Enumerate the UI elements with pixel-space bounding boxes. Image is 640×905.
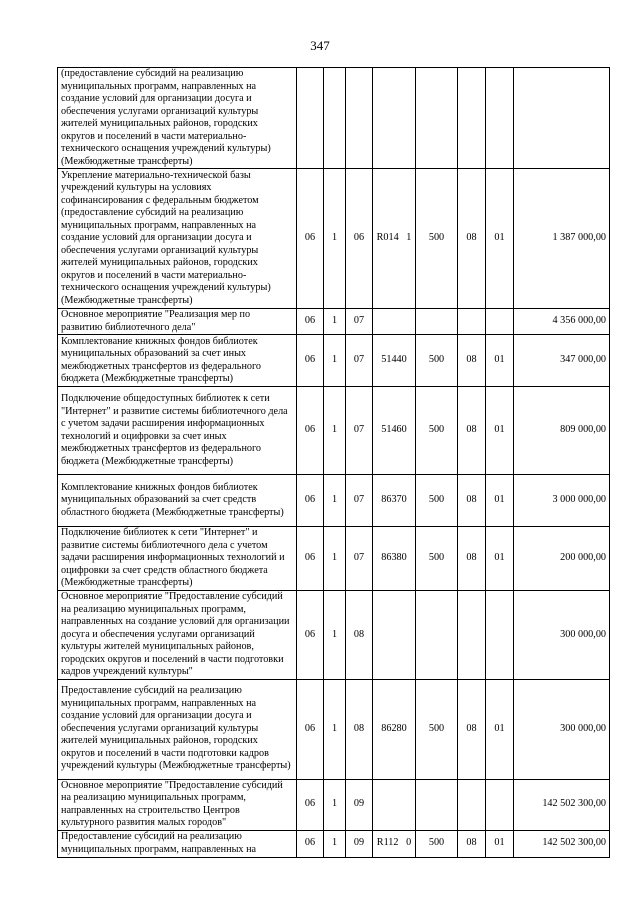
table-row <box>58 335 610 387</box>
code-expense-type: 500 <box>416 387 458 475</box>
code-program: 06 <box>297 475 324 527</box>
code-direction: R112 0 <box>373 830 416 857</box>
code-subsection: 01 <box>486 679 514 779</box>
table-row <box>58 830 610 857</box>
code-event: 09 <box>346 779 373 830</box>
code-section <box>458 309 486 335</box>
amount <box>514 68 610 169</box>
code-event: 07 <box>346 309 373 335</box>
code-section: 08 <box>458 169 486 309</box>
code-subprogram: 1 <box>324 169 346 309</box>
code-direction: 51460 <box>373 387 416 475</box>
code-direction <box>373 309 416 335</box>
code-event <box>346 68 373 169</box>
code-subsection <box>486 591 514 680</box>
code-section: 08 <box>458 679 486 779</box>
code-direction <box>373 68 416 169</box>
amount: 300 000,00 <box>514 679 610 779</box>
row-description: Подключение общедоступных библиотек к сети "Интернет" и развитие системы библиотечного дела с учетом задачи расширения информационных технологий и оцифровки за счет иных межбюджетных трансфертов из федерального бюджета (Межбюджетные трансферты) <box>58 387 297 475</box>
code-subprogram: 1 <box>324 591 346 680</box>
code-direction: 86380 <box>373 527 416 591</box>
code-program: 06 <box>297 830 324 857</box>
code-subprogram <box>324 68 346 169</box>
code-subprogram: 1 <box>324 387 346 475</box>
amount: 1 387 000,00 <box>514 169 610 309</box>
code-expense-type <box>416 309 458 335</box>
amount: 142 502 300,00 <box>514 779 610 830</box>
amount: 809 000,00 <box>514 387 610 475</box>
code-section <box>458 591 486 680</box>
code-subsection: 01 <box>486 169 514 309</box>
code-event: 06 <box>346 169 373 309</box>
code-expense-type: 500 <box>416 475 458 527</box>
table-row <box>58 591 610 680</box>
code-direction <box>373 591 416 680</box>
table-row <box>58 527 610 591</box>
code-expense-type: 500 <box>416 679 458 779</box>
row-description: Предоставление субсидий на реализацию муниципальных программ, направленных на <box>58 830 297 857</box>
table-row <box>58 387 610 475</box>
code-subprogram: 1 <box>324 309 346 335</box>
amount: 300 000,00 <box>514 591 610 680</box>
code-direction: 51440 <box>373 335 416 387</box>
code-section: 08 <box>458 830 486 857</box>
table-row <box>58 169 610 309</box>
amount: 3 000 000,00 <box>514 475 610 527</box>
code-event: 08 <box>346 679 373 779</box>
row-description: Подключение библиотек к сети "Интернет" и развитие системы библиотечного дела с учетом задачи расширения информационных технологий и оцифровки за счет средств областного бюджета (Межбюджетные трансферты) <box>58 527 297 591</box>
code-subsection <box>486 779 514 830</box>
code-program: 06 <box>297 387 324 475</box>
row-description: Укрепление материально-технической базы учреждений культуры на условиях софинансирования с федеральным бюджетом (предоставление субсидий на реализацию муниципальных программ, направленных на создание условий для организации досуга и обеспечения услугами организаций культуры жителей муниципальных районов, городских округов и поселений в части материально-технического оснащения учреждений культуры) (Межбюджетные трансферты) <box>58 169 297 309</box>
code-section: 08 <box>458 335 486 387</box>
code-program: 06 <box>297 527 324 591</box>
row-description: Предоставление субсидий на реализацию муниципальных программ, направленных на создание условий для организации досуга и обеспечения услугами организаций культуры жителей муниципальных районов, городских округов и поселений в части подготовки кадров учреждений культуры (Межбюджетные трансферты) <box>58 679 297 779</box>
code-subsection: 01 <box>486 387 514 475</box>
code-subsection <box>486 309 514 335</box>
row-description: Основное мероприятие "Предоставление субсидий на реализацию муниципальных программ, направленных на создание условий для организации досуга и обеспечения услугами организаций культуры жителей муниципальных районов, городских округов и поселений в части подготовки кадров учреждений культуры" <box>58 591 297 680</box>
code-event: 07 <box>346 527 373 591</box>
code-event: 09 <box>346 830 373 857</box>
code-section: 08 <box>458 475 486 527</box>
code-event: 08 <box>346 591 373 680</box>
amount: 347 000,00 <box>514 335 610 387</box>
code-event: 07 <box>346 475 373 527</box>
code-expense-type <box>416 779 458 830</box>
code-expense-type: 500 <box>416 527 458 591</box>
code-program: 06 <box>297 335 324 387</box>
row-description: Основное мероприятие "Предоставление субсидий на реализацию муниципальных программ, направленных на строительство Центров культурного развития малых городов" <box>58 779 297 830</box>
code-program: 06 <box>297 679 324 779</box>
code-section <box>458 779 486 830</box>
code-direction: 86280 <box>373 679 416 779</box>
page-number: 347 <box>310 38 330 53</box>
code-event: 07 <box>346 387 373 475</box>
code-subprogram: 1 <box>324 475 346 527</box>
code-subsection <box>486 68 514 169</box>
code-section: 08 <box>458 387 486 475</box>
code-section: 08 <box>458 527 486 591</box>
code-subsection: 01 <box>486 527 514 591</box>
code-program <box>297 68 324 169</box>
code-program: 06 <box>297 169 324 309</box>
code-section <box>458 68 486 169</box>
code-subprogram: 1 <box>324 679 346 779</box>
code-expense-type: 500 <box>416 830 458 857</box>
budget-table <box>57 67 610 858</box>
code-direction <box>373 779 416 830</box>
code-direction: R014 1 <box>373 169 416 309</box>
code-subsection: 01 <box>486 475 514 527</box>
table-row <box>58 309 610 335</box>
table-row <box>58 779 610 830</box>
code-direction: 86370 <box>373 475 416 527</box>
code-program: 06 <box>297 309 324 335</box>
row-description: Комплектование книжных фондов библиотек муниципальных образований за счет средств областного бюджета (Межбюджетные трансферты) <box>58 475 297 527</box>
amount: 200 000,00 <box>514 527 610 591</box>
code-subprogram: 1 <box>324 335 346 387</box>
code-expense-type <box>416 68 458 169</box>
table-row <box>58 679 610 779</box>
row-description: (предоставление субсидий на реализацию муниципальных программ, направленных на создание условий для организации досуга и обеспечения услугами организаций культуры жителей муниципальных районов, городских округов и поселений в части материально-технического оснащения учреждений культуры) (Межбюджетные трансферты) <box>58 68 297 169</box>
row-description: Комплектование книжных фондов библиотек муниципальных образований за счет иных межбюджетных трансфертов из федерального бюджета (Межбюджетные трансферты) <box>58 335 297 387</box>
code-subsection: 01 <box>486 335 514 387</box>
amount: 4 356 000,00 <box>514 309 610 335</box>
row-description: Основное мероприятие "Реализация мер по развитию библиотечного дела" <box>58 309 297 335</box>
table-row <box>58 68 610 169</box>
code-program: 06 <box>297 591 324 680</box>
code-subsection: 01 <box>486 830 514 857</box>
code-expense-type: 500 <box>416 169 458 309</box>
table-row <box>58 475 610 527</box>
code-subprogram: 1 <box>324 779 346 830</box>
code-subprogram: 1 <box>324 527 346 591</box>
amount: 142 502 300,00 <box>514 830 610 857</box>
code-program: 06 <box>297 779 324 830</box>
code-expense-type: 500 <box>416 335 458 387</box>
code-expense-type <box>416 591 458 680</box>
code-event: 07 <box>346 335 373 387</box>
code-subprogram: 1 <box>324 830 346 857</box>
